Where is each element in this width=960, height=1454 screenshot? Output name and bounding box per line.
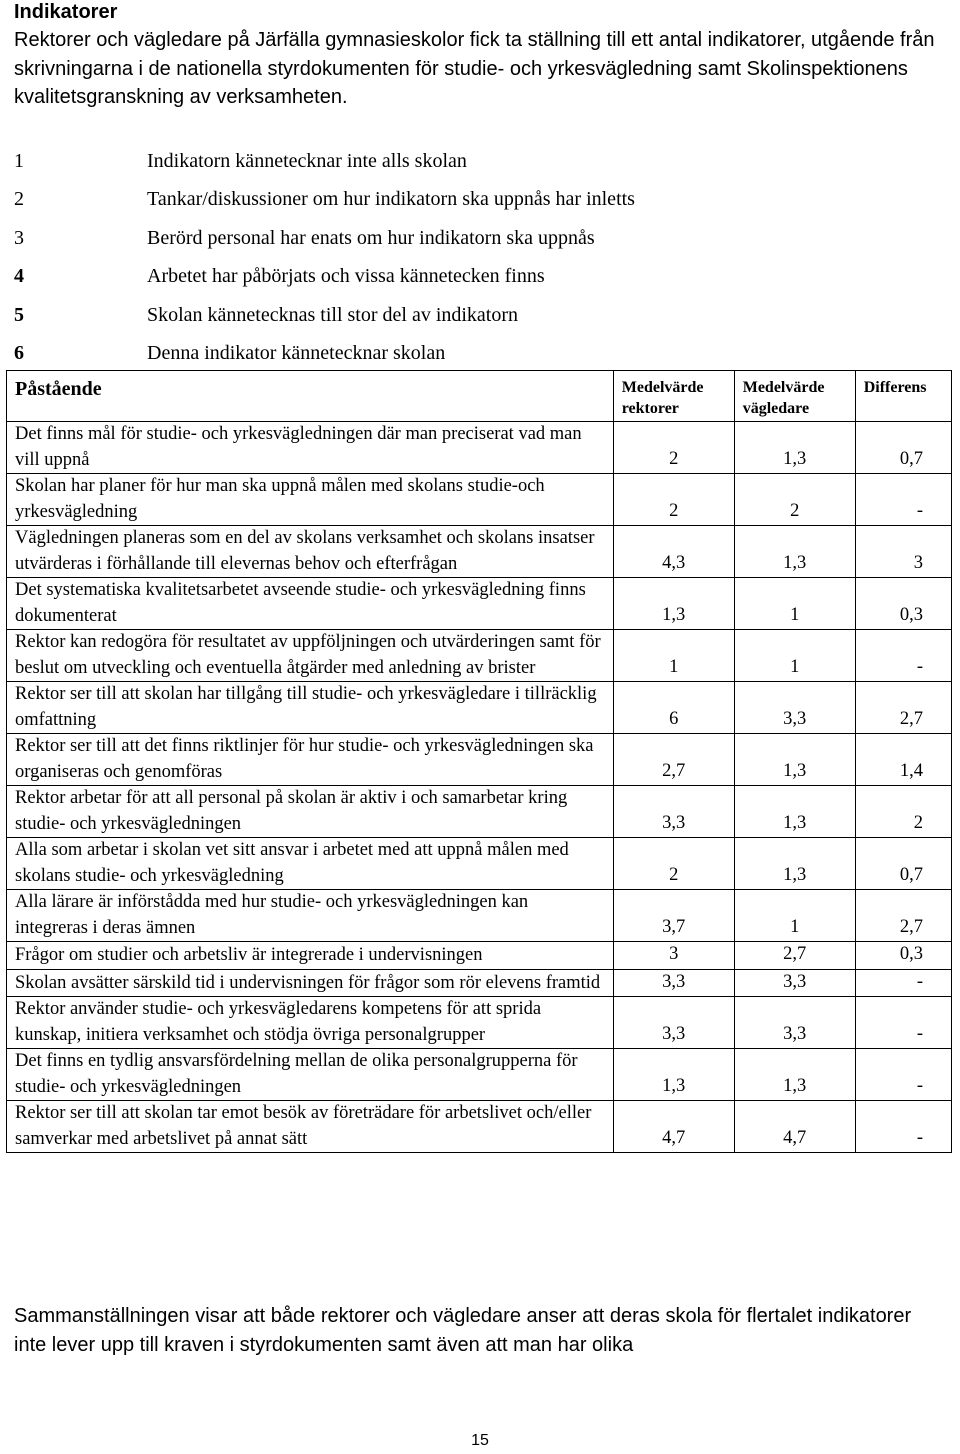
mean-counselors-cell: 1,3 <box>734 838 855 890</box>
table-row <box>7 526 952 578</box>
difference-cell: 1,4 <box>855 734 951 786</box>
difference-cell: - <box>855 1101 951 1153</box>
header-difference: Differens <box>855 371 951 422</box>
statement-cell: Det systematiska kvalitetsarbetet avseende studie- och yrkesvägledning finns dokumenterat <box>7 578 614 630</box>
statement-cell: Skolan har planer för hur man ska uppnå målen med skolans studie-och yrkesvägledning <box>7 474 614 526</box>
difference-cell: - <box>855 1049 951 1101</box>
table-row <box>7 422 952 474</box>
mean-counselors-cell: 1,3 <box>734 422 855 474</box>
scale-row <box>14 296 914 335</box>
statement-cell: Rektor använder studie- och yrkesvägledarens kompetens för att sprida kunskap, initiera verksamhet och stödja övriga personalgrupper <box>7 997 614 1049</box>
header-mean-counselors: Medelvärde vägledare <box>734 371 855 422</box>
table-row <box>7 1101 952 1153</box>
table-row <box>7 969 952 997</box>
mean-counselors-cell: 1,3 <box>734 526 855 578</box>
mean-principals-cell: 4,3 <box>613 526 734 578</box>
mean-counselors-cell: 3,3 <box>734 682 855 734</box>
page-number: 15 <box>471 1432 489 1449</box>
table-row <box>7 942 952 970</box>
scale-number: 4 <box>14 265 24 288</box>
intro-paragraph: Rektorer och vägledare på Järfälla gymnasieskolor fick ta ställning till ett antal indikatorer, utgående från skrivningarna i de nationella styrdokumenten för studie- och yrkesvägledning samt Skolinspektionens kvalitetsgranskning av verksamheten. <box>14 29 935 108</box>
mean-principals-cell: 2,7 <box>613 734 734 786</box>
difference-cell: 0,3 <box>855 578 951 630</box>
mean-principals-cell: 6 <box>613 682 734 734</box>
mean-principals-cell: 1 <box>613 630 734 682</box>
scale-text: Tankar/diskussioner om hur indikatorn ska uppnås har inletts <box>147 188 635 211</box>
statement-cell: Vägledningen planeras som en del av skolans verksamhet och skolans insatser utvärderas i förhållande till elevernas behov och efterfrågan <box>7 526 614 578</box>
table-row <box>7 630 952 682</box>
difference-cell: - <box>855 630 951 682</box>
table-row <box>7 682 952 734</box>
scale-row <box>14 335 914 374</box>
mean-counselors-cell: 4,7 <box>734 1101 855 1153</box>
difference-cell: 2,7 <box>855 682 951 734</box>
statement-cell: Alla som arbetar i skolan vet sitt ansvar i arbetet med att uppnå målen med skolans studie- och yrkesvägledning <box>7 838 614 890</box>
mean-counselors-cell: 1 <box>734 890 855 942</box>
statement-cell: Skolan avsätter särskild tid i undervisningen för frågor som rör elevens framtid <box>7 969 614 997</box>
mean-counselors-cell: 1,3 <box>734 734 855 786</box>
mean-principals-cell: 3,3 <box>613 969 734 997</box>
mean-principals-cell: 3,3 <box>613 997 734 1049</box>
header-statement: Påstående <box>7 371 614 422</box>
statement-cell: Rektor ser till att skolan har tillgång till studie- och yrkesvägledare i tillräcklig omfattning <box>7 682 614 734</box>
difference-cell: 0,3 <box>855 942 951 970</box>
table-row <box>7 578 952 630</box>
mean-principals-cell: 2 <box>613 838 734 890</box>
statement-cell: Det finns en tydlig ansvarsfördelning mellan de olika personalgrupperna för studie- och yrkesvägledningen <box>7 1049 614 1101</box>
difference-cell: 3 <box>855 526 951 578</box>
difference-cell: - <box>855 969 951 997</box>
mean-counselors-cell: 3,3 <box>734 997 855 1049</box>
table-row <box>7 997 952 1049</box>
table-row <box>7 838 952 890</box>
summary-paragraph: Sammanställningen visar att både rektorer och vägledare anser att deras skola för flertalet indikatorer inte lever upp till kraven i styrdokumenten samt även att man har olika <box>14 1305 912 1356</box>
difference-cell: 0,7 <box>855 838 951 890</box>
mean-counselors-cell: 2,7 <box>734 942 855 970</box>
table-row <box>7 474 952 526</box>
mean-counselors-cell: 1,3 <box>734 1049 855 1101</box>
section-heading: Indikatorer <box>14 1 118 23</box>
mean-counselors-cell: 1 <box>734 578 855 630</box>
mean-principals-cell: 1,3 <box>613 1049 734 1101</box>
scale-row <box>14 219 914 258</box>
table-row <box>7 1049 952 1101</box>
scale-row <box>14 181 914 220</box>
mean-principals-cell: 1,3 <box>613 578 734 630</box>
mean-counselors-cell: 1 <box>734 630 855 682</box>
table-row <box>7 786 952 838</box>
statement-cell: Frågor om studier och arbetsliv är integrerade i undervisningen <box>7 942 614 970</box>
mean-principals-cell: 3,7 <box>613 890 734 942</box>
statement-cell: Det finns mål för studie- och yrkesvägledningen där man preciserat vad man vill uppnå <box>7 422 614 474</box>
difference-cell: - <box>855 997 951 1049</box>
indicator-scale <box>14 142 914 373</box>
mean-principals-cell: 3,3 <box>613 786 734 838</box>
statement-cell: Rektor arbetar för att all personal på skolan är aktiv i och samarbetar kring studie- och yrkesvägledningen <box>7 786 614 838</box>
difference-cell: 2 <box>855 786 951 838</box>
scale-number: 5 <box>14 303 24 326</box>
statement-cell: Alla lärare är införstådda med hur studie- och yrkesvägledningen kan integreras i deras ämnen <box>7 890 614 942</box>
mean-counselors-cell: 3,3 <box>734 969 855 997</box>
mean-counselors-cell: 1,3 <box>734 786 855 838</box>
table-row <box>7 734 952 786</box>
difference-cell: 0,7 <box>855 422 951 474</box>
difference-cell: - <box>855 474 951 526</box>
mean-principals-cell: 4,7 <box>613 1101 734 1153</box>
scale-text: Berörd personal har enats om hur indikatorn ska uppnås <box>147 226 595 249</box>
mean-principals-cell: 2 <box>613 474 734 526</box>
statements-table <box>6 370 952 1153</box>
scale-text: Denna indikator kännetecknar skolan <box>147 342 446 365</box>
mean-counselors-cell: 2 <box>734 474 855 526</box>
scale-text: Skolan kännetecknas till stor del av indikatorn <box>147 303 519 326</box>
table-header-row <box>7 371 952 422</box>
table-row <box>7 890 952 942</box>
scale-number: 1 <box>14 149 24 172</box>
scale-number: 6 <box>14 342 24 365</box>
header-mean-principals: Medelvärde rektorer <box>613 371 734 422</box>
scale-number: 2 <box>14 188 24 211</box>
scale-text: Arbetet har påbörjats och vissa kännetecken finns <box>147 265 545 288</box>
scale-number: 3 <box>14 226 24 249</box>
scale-row <box>14 142 914 181</box>
scale-row <box>14 258 914 297</box>
statement-cell: Rektor kan redogöra för resultatet av uppföljningen och utvärderingen samt för beslut om utveckling och eventuella åtgärder med anledning av brister <box>7 630 614 682</box>
difference-cell: 2,7 <box>855 890 951 942</box>
mean-principals-cell: 2 <box>613 422 734 474</box>
statement-cell: Rektor ser till att det finns riktlinjer för hur studie- och yrkesvägledningen ska organiseras och genomföras <box>7 734 614 786</box>
mean-principals-cell: 3 <box>613 942 734 970</box>
statement-cell: Rektor ser till att skolan tar emot besök av företrädare för arbetslivet och/eller samverkar med arbetslivet på annat sätt <box>7 1101 614 1153</box>
scale-text: Indikatorn kännetecknar inte alls skolan <box>147 149 467 172</box>
